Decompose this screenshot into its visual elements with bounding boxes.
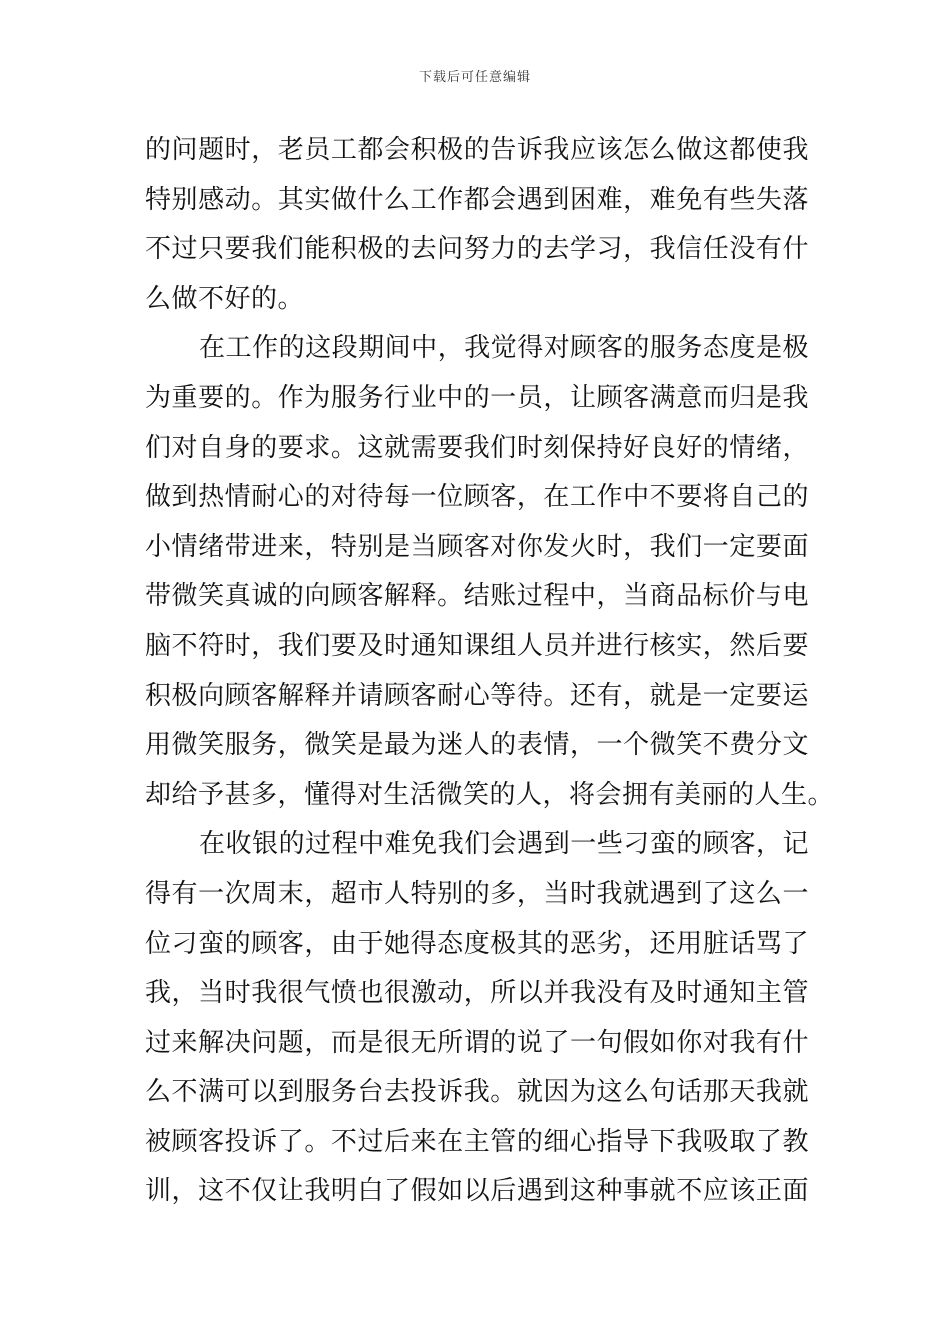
text-line: 被顾客投诉了。不过后来在主管的细心指导下我吸取了教 [145,1126,809,1157]
text-line: 在收银的过程中难免我们会遇到一些刁蛮的顾客，记 [199,829,809,860]
text-line: 我，当时我很气愤也很激动，所以并我没有及时通知主管 [145,978,809,1009]
text-line: 积极向顾客解释并请顾客耐心等待。还有，就是一定要运 [145,680,809,711]
text-line: 小情绪带进来，特别是当顾客对你发火时，我们一定要面 [145,531,809,562]
paragraph [145,126,809,324]
paragraph [145,324,835,820]
text-line: 位刁蛮的顾客，由于她得态度极其的恶劣，还用脏话骂了 [145,928,809,959]
text-line: 带微笑真诚的向顾客解释。结账过程中，当商品标价与电 [145,581,809,612]
text-line: 做到热情耐心的对待每一位顾客，在工作中不要将自己的 [145,482,809,513]
page-header: 下载后可任意编辑 [418,70,531,85]
text-line: 用微笑服务，微笑是最为迷人的表情，一个微笑不费分文 [145,730,809,761]
paragraph [145,820,809,1217]
text-line: 么不满可以到服务台去投诉我。就因为这么句话那天我就 [145,1077,809,1108]
text-line: 们对自身的要求。这就需要我们时刻保持好良好的情绪， [145,432,809,463]
text-line: 特别感动。其实做什么工作都会遇到困难，难免有些失落 [145,184,809,215]
text-line: 不过只要我们能积极的去问努力的去学习，我信任没有什 [145,234,809,265]
text-line: 脑不符时，我们要及时通知课组人员并进行核实，然后要 [145,630,809,661]
text-line: 却给予甚多，懂得对生活微笑的人，将会拥有美丽的人生。 [145,779,835,810]
text-line: 么做不好的。 [145,283,305,314]
text-line: 在工作的这段期间中，我觉得对顾客的服务态度是极 [199,333,809,364]
text-line: 为重要的。作为服务行业中的一员，让顾客满意而归是我 [145,382,809,413]
text-line: 得有一次周末，超市人特别的多，当时我就遇到了这么一 [145,878,809,909]
text-line: 训，这不仅让我明白了假如以后遇到这种事就不应该正面 [145,1176,809,1207]
document-body [145,126,835,1217]
text-line: 过来解决问题，而是很无所谓的说了一句假如你对我有什 [145,1027,809,1058]
text-line: 的问题时，老员工都会积极的告诉我应该怎么做这都使我 [145,135,809,165]
